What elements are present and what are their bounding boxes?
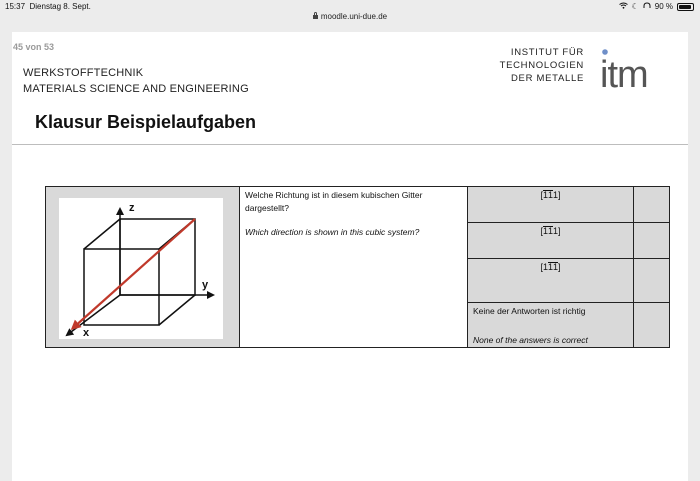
headphones-icon <box>643 2 651 11</box>
url-text[interactable]: moodle.uni-due.de <box>320 12 388 21</box>
battery-fill <box>679 5 691 9</box>
slide-page <box>12 32 688 481</box>
answer-box-3[interactable] <box>634 259 669 303</box>
status-time-date: 15:37 Dienstag 8. Sept. <box>5 2 91 11</box>
divider <box>12 144 688 145</box>
figure-cell <box>46 187 240 347</box>
question-text-de: Welche Richtung ist in diesem kubischen Gitter dargestellt? <box>245 190 423 213</box>
x-axis-line <box>67 295 120 335</box>
institute-name <box>500 46 584 85</box>
answer-box-2[interactable] <box>634 223 669 259</box>
axis-label-x: x <box>83 327 90 339</box>
department-line-de: WERKSTOFFTECHNIK <box>23 67 144 79</box>
status-indicators <box>619 2 694 11</box>
question-table <box>45 186 670 348</box>
axis-label-y: y <box>202 279 209 291</box>
page-counter: 45 von 53 <box>13 42 55 52</box>
moon-icon: ☾ <box>631 2 639 11</box>
wifi-icon <box>619 2 628 11</box>
battery-percent: 90 % <box>654 2 673 11</box>
axis-label-z: z <box>129 202 135 214</box>
page-title: Klausur Beispielaufgaben <box>35 112 257 132</box>
direction-arrow <box>73 219 195 328</box>
answer-option-2[interactable]: [111] <box>468 223 634 259</box>
none-text-de: Keine der Antworten ist richtig <box>473 306 586 316</box>
logo-text: itm <box>600 54 648 94</box>
institute-line-2: TECHNOLOGIEN <box>499 60 584 71</box>
question-cell <box>240 187 468 347</box>
institute-line-1: INSTITUT FÜR <box>510 47 584 58</box>
answer-box-1[interactable] <box>634 187 669 223</box>
itm-logo <box>600 44 680 94</box>
answer-option-none[interactable] <box>468 303 634 347</box>
address-bar[interactable] <box>0 12 700 26</box>
lock-icon <box>313 15 318 19</box>
institute-line-3: DER METALLE <box>511 73 584 84</box>
department-header <box>23 65 249 97</box>
question-text-en: Which direction is shown in this cubic system? <box>245 227 420 237</box>
answer-option-3[interactable]: [111] <box>468 259 634 303</box>
cubic-lattice-figure <box>59 198 223 339</box>
answer-box-none[interactable] <box>634 303 669 347</box>
department-line-en: MATERIALS SCIENCE AND ENGINEERING <box>23 83 249 95</box>
none-text-en: None of the answers is correct <box>473 335 588 345</box>
answer-option-1[interactable]: [111] <box>468 187 634 223</box>
battery-icon <box>677 3 694 11</box>
